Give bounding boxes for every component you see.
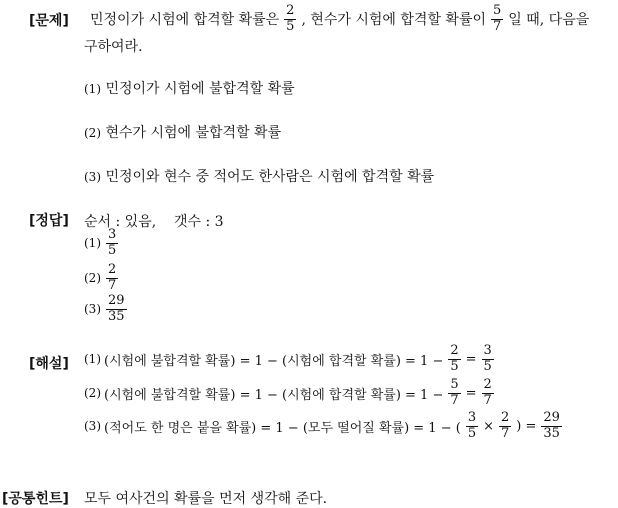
times-sign: × xyxy=(483,418,494,434)
explanation-label: [해설] xyxy=(29,356,69,372)
problem-intro-c: 일 때, 다음을 xyxy=(508,12,590,29)
fraction-denominator: 5 xyxy=(108,242,117,258)
fraction-numerator: 5 xyxy=(493,3,502,18)
problem-label: [문제] xyxy=(29,13,69,29)
answer-fraction xyxy=(106,294,127,325)
fraction-numerator: 2 xyxy=(483,377,492,392)
item-number: (2) xyxy=(84,386,101,401)
item-number: (2) xyxy=(84,271,101,286)
fraction xyxy=(448,344,460,375)
fraction-numerator: 2 xyxy=(501,410,510,425)
fraction-numerator: 5 xyxy=(450,377,459,392)
answer-item xyxy=(84,263,120,294)
fraction-denominator: 5 xyxy=(286,18,295,34)
item-number: (2) xyxy=(84,126,101,140)
fraction xyxy=(482,344,494,375)
fraction xyxy=(482,378,494,409)
fraction-denominator: 35 xyxy=(108,308,125,324)
fraction-numerator: 2 xyxy=(286,3,295,18)
explanation-text: (적어도 한 명은 붙을 확률) = 1 − (모두 떨어질 확률) = 1 − ( xyxy=(104,420,461,436)
answer-fraction xyxy=(106,228,118,259)
answer-label: [정답] xyxy=(29,213,69,229)
fraction-numerator: 2 xyxy=(108,262,117,277)
explanation-text: (시험에 불합격할 확률) = 1 − (시험에 합격할 확률) = 1 − xyxy=(104,387,444,403)
hint-label: [공통힌트] xyxy=(2,491,69,507)
fraction-numerator: 3 xyxy=(467,410,477,425)
item-number: (1) xyxy=(84,352,101,367)
fraction-numerator: 29 xyxy=(543,410,560,425)
fraction-p xyxy=(284,4,296,35)
problem-item xyxy=(84,122,281,142)
answer-summary: 순서 : 있음, 갯수 : 3 xyxy=(84,214,224,230)
problem-intro-a: 민정이가 시험에 합격할 확률은 xyxy=(90,12,280,29)
fraction xyxy=(466,411,478,442)
item-text: 민정이가 시험에 불합격할 확률 xyxy=(105,81,295,97)
explanation-line xyxy=(84,378,496,409)
explanation-text: (시험에 불합격할 확률) = 1 − (시험에 합격할 확률) = 1 − xyxy=(104,353,444,369)
item-text: 민정이와 현수 중 적어도 한사람은 시험에 합격할 확률 xyxy=(105,169,435,185)
item-number: (3) xyxy=(84,170,101,184)
fraction-denominator: 7 xyxy=(501,425,510,441)
problem-intro-d: 구하여라. xyxy=(84,39,143,55)
fraction-numerator: 3 xyxy=(108,227,117,242)
answer-fraction xyxy=(106,263,118,294)
fraction-numerator: 3 xyxy=(483,343,492,358)
item-number: (1) xyxy=(84,82,101,96)
item-text: 현수가 시험에 불합격할 확률 xyxy=(105,125,282,141)
fraction-q xyxy=(491,4,503,35)
explanation-line xyxy=(84,344,496,375)
problem-item xyxy=(84,166,434,186)
fraction-denominator: 5 xyxy=(483,358,492,374)
explanation-line xyxy=(84,411,564,442)
problem-item xyxy=(84,78,295,98)
fraction xyxy=(541,411,562,442)
fraction-denominator: 7 xyxy=(483,392,492,408)
item-number: (1) xyxy=(84,236,101,251)
equals-sign: = xyxy=(465,351,477,367)
problem-intro-b: , 현수가 시험에 합격할 확률이 xyxy=(301,12,486,29)
fraction-denominator: 7 xyxy=(450,392,459,408)
hint-text: 모두 여사건의 확률을 먼저 생각해 준다. xyxy=(84,491,328,507)
item-number: (3) xyxy=(84,302,101,317)
equals-sign: = xyxy=(465,385,477,401)
fraction-denominator: 35 xyxy=(543,425,560,441)
fraction-denominator: 5 xyxy=(450,358,459,374)
fraction-numerator: 29 xyxy=(108,293,125,308)
closing-paren: ) = xyxy=(516,418,537,434)
answer-item xyxy=(84,228,120,259)
problem-statement xyxy=(90,4,589,35)
fraction-denominator: 7 xyxy=(493,18,502,34)
fraction-denominator: 5 xyxy=(467,425,477,441)
fraction-denominator: 7 xyxy=(108,277,117,293)
answer-item xyxy=(84,294,129,325)
fraction xyxy=(448,378,460,409)
fraction-numerator: 2 xyxy=(450,343,459,358)
item-number: (3) xyxy=(84,419,101,434)
fraction xyxy=(499,411,511,442)
